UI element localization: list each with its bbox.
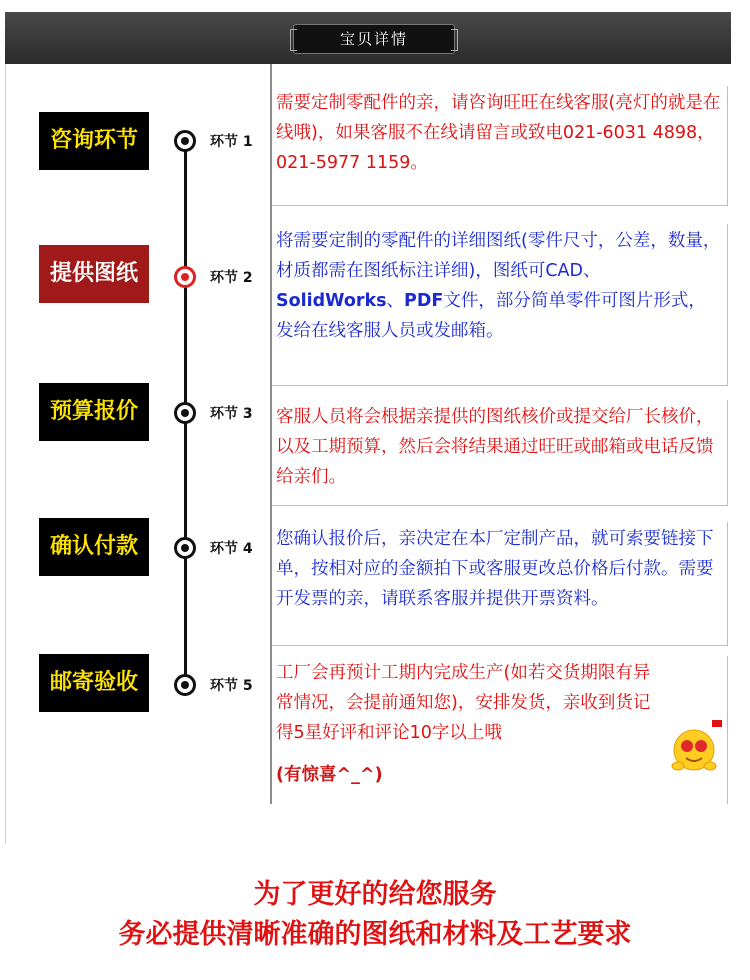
step-text-3: 环节 3	[210, 406, 253, 422]
step-text-4: 环节 4	[210, 541, 253, 557]
panel-drawings	[272, 224, 728, 386]
stage-label-drawings: 提供图纸	[39, 245, 149, 303]
panel-quote-text: 客服人员将会根据亲提供的图纸核价或提交给厂长核价，以及工期预算，然后会将结果通过旺旺或邮箱或电话反馈给亲们。	[276, 407, 714, 487]
panel-drawings-text-a: 将需要定制的零配件的详细图纸(零件尺寸，公差，数量，材质都需在图纸标注详细)，图纸可CAD、	[276, 231, 721, 281]
panel-consult	[272, 86, 728, 206]
stage-label-delivery: 邮寄验收	[39, 654, 149, 712]
pdf-text: PDF	[404, 291, 444, 311]
timeline-node-4	[174, 537, 196, 559]
solidworks-text: SolidWorks	[276, 291, 387, 311]
panel-quote	[272, 400, 728, 506]
timeline-node-1	[174, 130, 196, 152]
surprise-text: (有惊喜^_^)	[276, 765, 383, 785]
stage-label-consult: 咨询环节	[39, 112, 149, 170]
timeline-node-5	[174, 674, 196, 696]
details-tab[interactable]: 宝贝详情	[293, 24, 455, 54]
panel-drawings-sep: 、	[386, 291, 405, 311]
stage-label-payment: 确认付款	[39, 518, 149, 576]
smiley-emoji-icon	[668, 720, 724, 776]
panel-payment-text: 您确认报价后，亲决定在本厂定制产品，就可索要链接下单，按相对应的金额拍下或客服更改总价格后付款。需要开发票的亲，请联系客服并提供开票资料。	[276, 529, 714, 609]
header-bar	[5, 12, 731, 64]
timeline-node-3	[174, 402, 196, 424]
panel-payment	[272, 522, 728, 646]
stage-label-quote: 预算报价	[39, 383, 149, 441]
left-border	[5, 64, 6, 844]
footer-line-2: 务必提供清晰准确的图纸和材料及工艺要求	[118, 919, 632, 950]
panel-consult-text: 需要定制零配件的亲，请咨询旺旺在线客服(亮灯的就是在线哦)，如果客服不在线请留言或致电021-6031 4898，021-5977 1159。	[276, 93, 721, 173]
panel-delivery-text: 工厂会再预计工期内完成生产(如若交货期限有异常情况，会提前通知您)，安排发货，亲收到货记得5星好评和评论10字以上哦	[276, 663, 651, 743]
panel-delivery	[272, 656, 728, 804]
timeline-node-2	[174, 266, 196, 288]
step-text-1: 环节 1	[210, 134, 253, 150]
step-text-2: 环节 2	[210, 270, 253, 286]
step-text-5: 环节 5	[210, 678, 253, 694]
footer-line-1: 为了更好的给您服务	[253, 879, 497, 910]
panel-drawings-text-e: 文件，部分简单零件可图片形式，发给在线客服人员或发邮箱。	[276, 291, 706, 341]
